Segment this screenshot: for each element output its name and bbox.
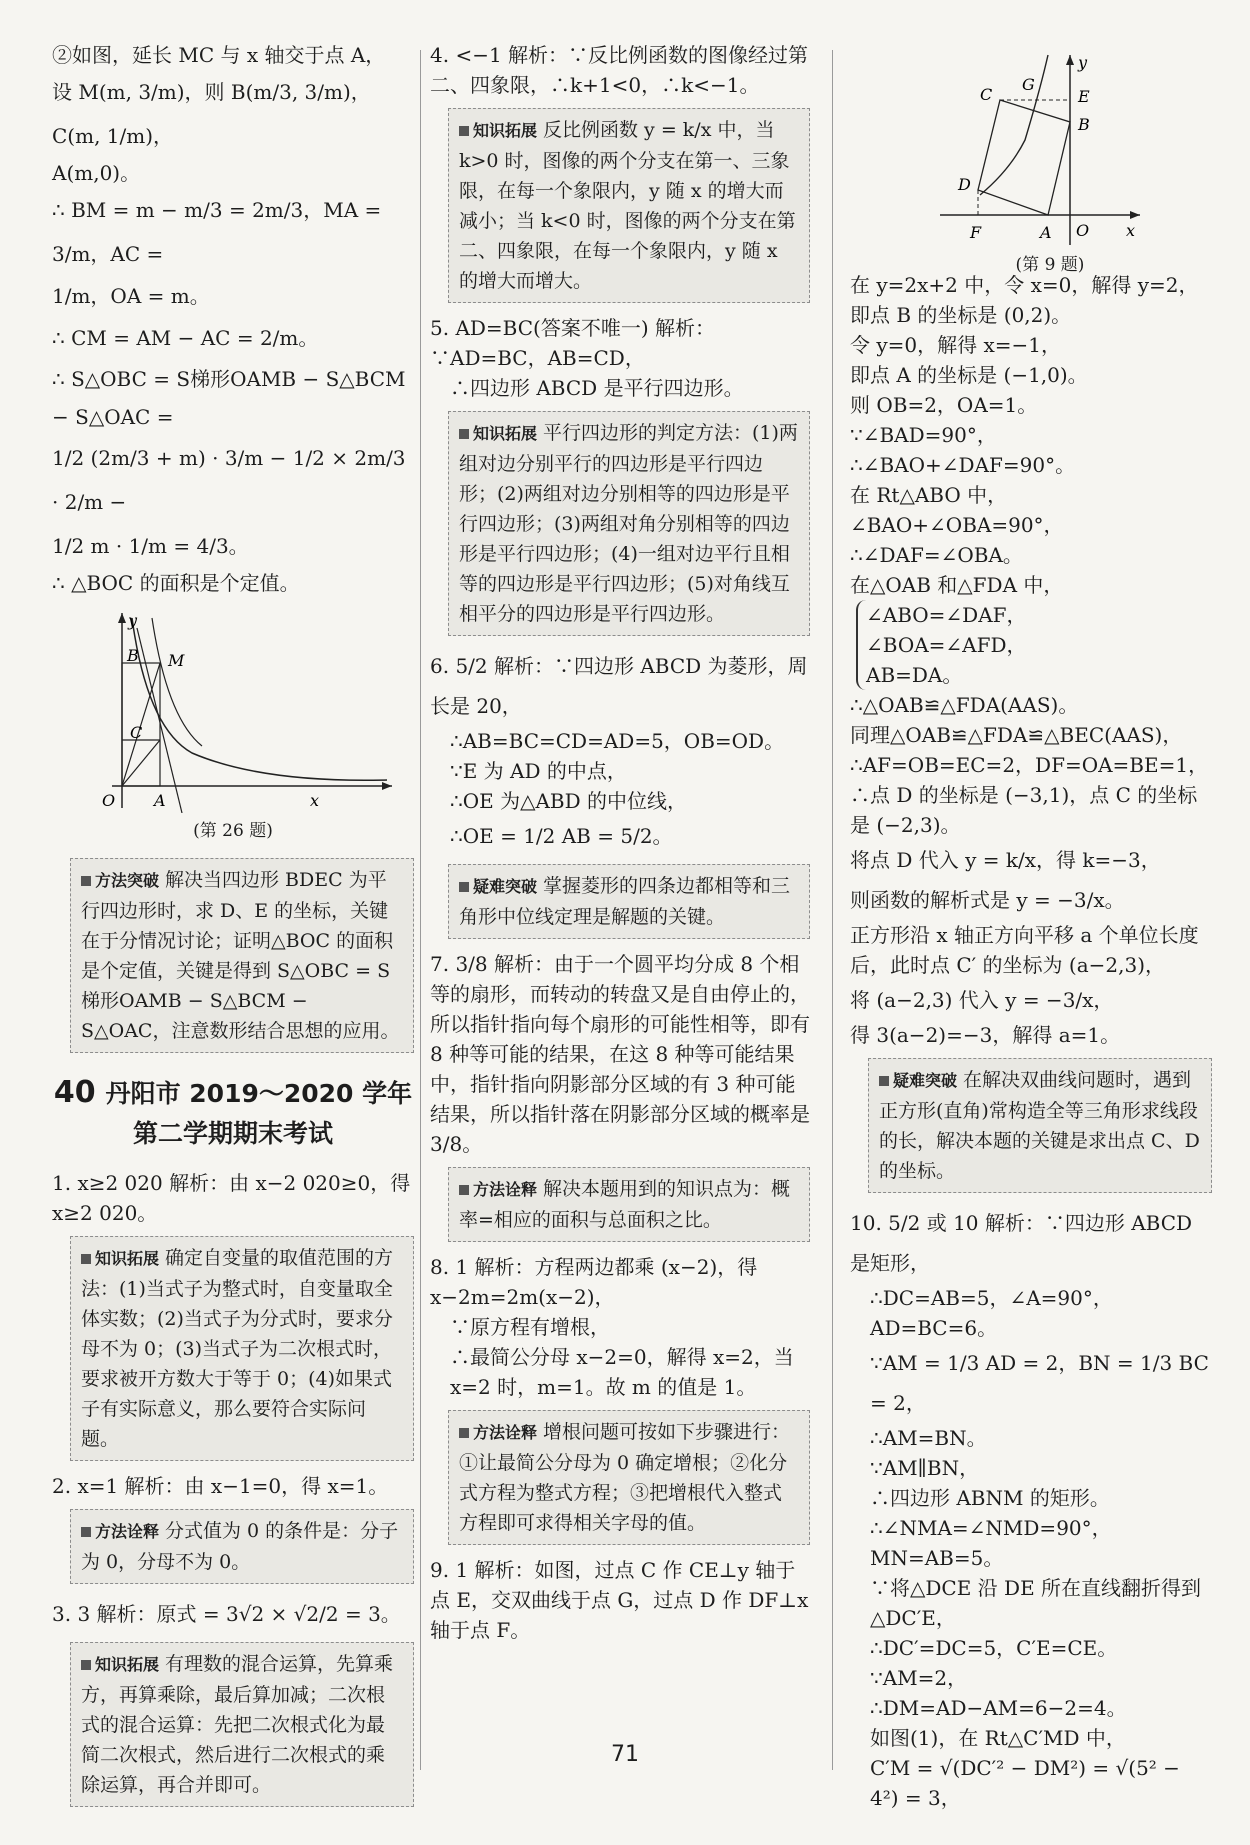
text-line: 则函数的解析式是 y = −3/x。 (850, 888, 1125, 912)
text-line: 令 y=0，解得 x=−1， (850, 333, 1062, 357)
q1-answer: 1. x≥2 020 解析：由 x−2 020≥0，得 x≥2 020。 (52, 1171, 411, 1225)
label-c: C (980, 85, 993, 104)
q8-box (448, 1410, 810, 1545)
figure-9-graph (940, 50, 1160, 250)
brace-line: ∠ABO=∠DAF， (866, 603, 1027, 627)
brace-group (856, 600, 1212, 690)
q4-answer: 4. <−1 解析：∵反比例函数的图像经过第二、四象限，∴k+1<0，∴k<−1。 (430, 43, 809, 97)
text-line: ∴∠BAO+∠DAF=90°。 (850, 453, 1076, 477)
q3-box (70, 1642, 414, 1807)
label-g: G (1022, 75, 1035, 94)
label-b: B (127, 646, 139, 665)
q6-box-text: 掌握菱形的四条边都相等和三角形中位线定理是解题的关键。 (459, 875, 791, 928)
method-box (70, 858, 414, 1053)
q9-tag: 疑难突破 (879, 1066, 957, 1096)
q4-tag: 知识拓展 (459, 116, 537, 146)
text-line: 在 Rt△ABO 中，∠BAO+∠OBA=90°， (850, 483, 1064, 537)
label-y: y (1078, 53, 1088, 72)
section-title-2: 第二学期期末考试 (132, 1119, 333, 1148)
text-line: 即点 A 的坐标是 (−1,0)。 (850, 363, 1088, 387)
q3-box-text: 有理数的混合运算，先算乘方，再算乘除，最后算加减；二次根式的混合运算：先把二次根式化为最简二次根式，然后进行二次根式的乘除运算，再合并即可。 (81, 1653, 394, 1796)
page-number: 71 (611, 1742, 639, 1767)
q2-box (70, 1509, 414, 1584)
text-line: ∵AM∥BN， (870, 1456, 980, 1480)
text-line: ∵将△DCE 沿 DE 所在直线翻折得到△DC′E， (870, 1576, 1202, 1630)
brace-line: AB=DA。 (866, 663, 963, 687)
label-b: B (1078, 115, 1090, 134)
text-line: 即点 B 的坐标是 (0,2)。 (850, 303, 1072, 327)
q9-box-text: 在解决双曲线问题时，遇到正方形(直角)常构造全等三角形求线段的长，解决本题的关键是求出点 C、D 的坐标。 (879, 1069, 1200, 1182)
text-line: 在 y=2x+2 中，令 x=0，解得 y=2， (850, 273, 1199, 297)
text-line: ∵AM=2， (870, 1666, 968, 1690)
q6-box (448, 864, 810, 939)
q5-box-text: 平行四边形的判定方法：(1)两组对边分别平行的四边形是平行四边形；(2)两组对边分别相等的四边形是平行四边形；(3)两组对角分别相等的四边形是平行四边形；(4)一组对边平行且相等的四边形是平行四边形；(5)对角线互相平分的四边形是平行四边形。 (459, 422, 798, 625)
text-line: ∵∠BAD=90°， (850, 423, 997, 447)
label-d: D (958, 175, 971, 194)
q6-tag: 疑难突破 (459, 872, 537, 902)
text-line: ∴DC′=DC=5，C′E=CE。 (870, 1636, 1118, 1660)
text-line: ∴∠NMA=∠NMD=90°，MN=AB=5。 (870, 1516, 1112, 1570)
q4-box-text: 反比例函数 y = k/x 中，当 k>0 时，图像的两个分支在第一、三象限，在每一个象限内，y 随 x 的增大而减小；当 k<0 时，图像的两个分支在第二、四象限，在每一个象限内，y 随 x 的增大而增大。 (459, 119, 796, 292)
text-line: ∴ △BOC 的面积是个定值。 (52, 571, 300, 595)
text-line: 得 3(a−2)=−3，解得 a=1。 (850, 1023, 1121, 1047)
text-line: 设 M(m, 3/m)，则 B(m/3, 3/m)，C(m, 1/m)， (52, 80, 371, 148)
q8-box-text: 增根问题可按如下步骤进行：①让最简公分母为 0 确定增根；②化分式方程为整式方程；③把增根代入整式方程即可求得相关字母的值。 (459, 1421, 791, 1534)
q7-box-text: 解决本题用到的知识点为：概率=相应的面积与总面积之比。 (459, 1178, 791, 1231)
column-2 (430, 40, 810, 1645)
text-line: ∴AF=OB=EC=2，DF=OA=BE=1， (850, 753, 1209, 777)
text-line: ∴四边形 ABNM 的矩形。 (870, 1486, 1110, 1510)
method-tag: 方法突破 (81, 866, 159, 896)
column-3 (850, 40, 1212, 1813)
q8-answer: 8. 1 解析：方程两边都乘 (x−2)，得 x−2m=2m(x−2)， (430, 1255, 758, 1309)
text-line: 则 OB=2，OA=1。 (850, 393, 1038, 417)
text-line: ∴DC=AB=5，∠A=90°，AD=BC=6。 (870, 1286, 1113, 1340)
text-line: ∴AM=BN。 (870, 1426, 987, 1450)
q2-box-text: 分式值为 0 的条件是：分子为 0，分母不为 0。 (81, 1520, 399, 1573)
q9-answer: 9. 1 解析：如图，过点 C 作 CE⊥y 轴于点 E，交双曲线于点 G，过点 D 作 DF⊥x 轴于点 F。 (430, 1558, 809, 1642)
q8-line: ∴最简公分母 x−2=0，解得 x=2，当 x=2 时，m=1。故 m 的值是 1。 (450, 1345, 794, 1399)
q5-answer: 5. AD=BC(答案不唯一) 解析：∵AD=BC，AB=CD， (430, 316, 716, 370)
q7-answer: 7. 3/8 解析：由于一个圆平均分成 8 个相等的扇形，而转动的转盘又是自由停止的，所以指针指向每个扇形的可能性相等，即有 8 种等可能的结果，在这 8 种等可能结果中，指针指向阴影部分区域的有 3 种可能结果，所以指针落在阴影部分区域的概率是 3/8。 (430, 952, 810, 1156)
q5-box (448, 411, 810, 636)
text-line: 在△OAB 和△FDA 中， (850, 573, 1064, 597)
section-header (52, 1073, 414, 1154)
q6-line: ∴OE = 1/2 AB = 5/2。 (450, 824, 673, 848)
q1-box (70, 1236, 414, 1461)
label-x: x (310, 791, 320, 810)
text-line: 正方形沿 x 轴正方向平移 a 个单位长度后，此时点 C′ 的坐标为 (a−2,3)， (850, 923, 1199, 977)
text-line: 将点 D 代入 y = k/x，得 k=−3， (850, 848, 1161, 872)
q8-line: ∵原方程有增根， (450, 1315, 610, 1339)
q3-tag: 知识拓展 (81, 1650, 159, 1680)
q6-line: ∴OE 为△ABD 的中位线， (450, 789, 687, 813)
label-a: A (1040, 223, 1052, 242)
brace-line: ∠BOA=∠AFD， (866, 633, 1027, 657)
label-e: E (1078, 87, 1090, 106)
q2-tag: 方法诠释 (81, 1517, 159, 1547)
q9-box (868, 1058, 1212, 1193)
q6-line: ∴AB=BC=CD=AD=5，OB=OD。 (450, 729, 785, 753)
text-line: ∴点 D 的坐标是 (−3,1)，点 C 的坐标是 (−2,3)。 (850, 783, 1198, 837)
label-f: F (970, 223, 982, 242)
figure-26-graph (92, 608, 392, 813)
text-line: ②如图，延长 MC 与 x 轴交于点 A， (52, 43, 386, 67)
text-line: ∴ CM = AM − AC = 2/m。 (52, 326, 319, 350)
text-line: ∴∠DAF=∠OBA。 (850, 543, 1023, 567)
label-m: M (168, 651, 185, 670)
label-a: A (154, 791, 166, 810)
text-line: 将 (a−2,3) 代入 y = −3/x， (850, 988, 1114, 1012)
text-line: ∴ BM = m − m/3 = 2m/3，MA = 3/m，AC = (52, 198, 382, 266)
q1-tag: 知识拓展 (81, 1244, 159, 1274)
q6-answer: 6. 5/2 解析：∵四边形 ABCD 为菱形，周长是 20， (430, 654, 808, 718)
figure-26-caption: (第 26 题) (193, 821, 273, 841)
text-line: ∵AM = 1/3 AD = 2，BN = 1/3 BC = 2， (870, 1351, 1209, 1415)
label-y: y (128, 611, 138, 630)
text-line: 1/2 (2m/3 + m) · 3/m − 1/2 × 2m/3 · 2/m − (52, 446, 406, 514)
section-title-1: 丹阳市 2019～2020 学年 (105, 1079, 413, 1108)
section-number: 40 (53, 1075, 96, 1110)
figure-26 (52, 608, 414, 848)
q1-box-text: 确定自变量的取值范围的方法：(1)当式子为整式时，自变量取全体实数；(2)当式子为分式时，要求分母不为 0；(3)当式子为二次根式时，要求被开方数大于等于 0；(4)如果式子有实际意义，那么要符合实际问题。 (81, 1247, 394, 1450)
q7-tag: 方法诠释 (459, 1175, 537, 1205)
label-c: C (130, 723, 143, 742)
q10-answer: 10. 5/2 或 10 解析：∵四边形 ABCD 是矩形， (850, 1211, 1193, 1275)
text-line: 如图(1)，在 Rt△C′MD 中， (870, 1726, 1126, 1750)
text-line: 1/2 m · 1/m = 4/3。 (52, 534, 249, 558)
method-text: 解决当四边形 BDEC 为平行四边形时，求 D、E 的坐标，关键在于分情况讨论；证明△BOC 的面积是个定值，关键是得到 S△OBC = S梯形OAMB − S△BCM − S△OAC，注意数形结合思想的应用。 (81, 869, 400, 1042)
figure-9 (850, 40, 1212, 275)
column-divider-right (832, 50, 833, 1770)
text-line: ∴ S△OBC = S梯形OAMB − S△BCM − S△OAC = (52, 367, 406, 429)
text-line: ∴DM=AD−AM=6−2=4。 (870, 1696, 1127, 1720)
text-line: 1/m，OA = m。 (52, 284, 210, 308)
q2-answer: 2. x=1 解析：由 x−1=0，得 x=1。 (52, 1474, 389, 1498)
label-o: O (102, 791, 116, 810)
figure-9-caption: (第 9 题) (1015, 255, 1085, 275)
label-o: O (1076, 221, 1090, 240)
q5-conclusion: ∴四边形 ABCD 是平行四边形。 (450, 376, 744, 400)
label-x: x (1126, 221, 1136, 240)
text-line: ∴△OAB≌△FDA(AAS)。 (850, 693, 1079, 717)
q4-box (448, 108, 810, 303)
q6-line: ∵E 为 AD 的中点， (450, 759, 627, 783)
text-line: A(m,0)。 (52, 161, 141, 185)
column-1 (52, 40, 414, 1817)
q5-tag: 知识拓展 (459, 419, 537, 449)
q3-answer: 3. 3 解析：原式 = 3√2 × √2/2 = 3。 (52, 1602, 401, 1626)
q8-tag: 方法诠释 (459, 1418, 537, 1448)
column-divider-left (420, 50, 421, 1770)
q7-box (448, 1167, 810, 1242)
text-line: 同理△OAB≌△FDA≌△BEC(AAS)， (850, 723, 1183, 747)
text-line: C′M = √(DC′² − DM²) = √(5² − 4²) = 3， (870, 1756, 1180, 1810)
